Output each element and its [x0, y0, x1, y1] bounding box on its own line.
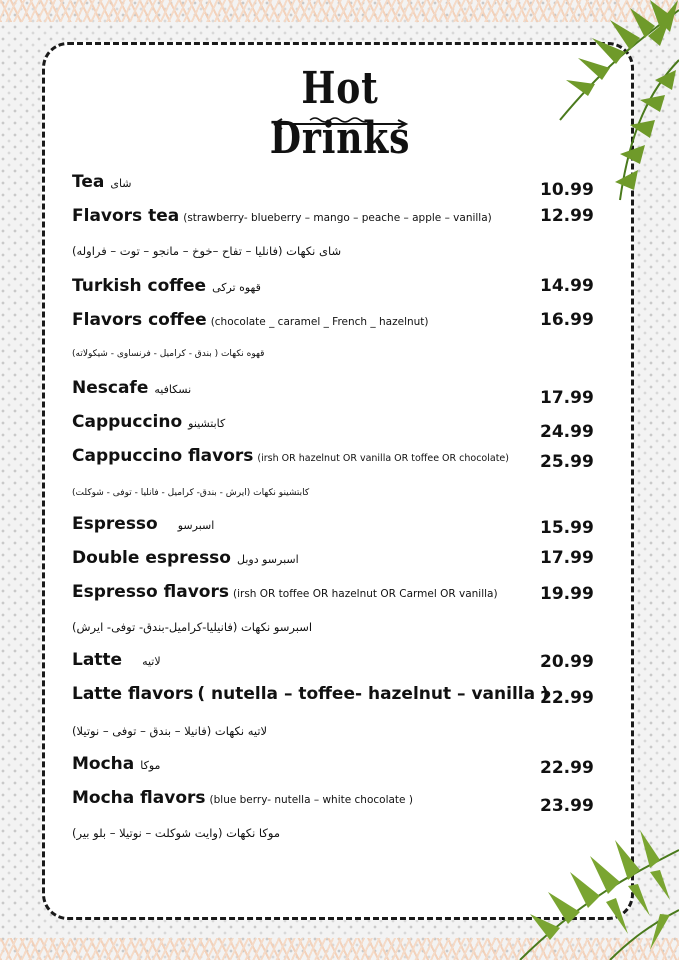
item-price: 10.99	[540, 180, 594, 200]
item-price: 22.99	[540, 688, 594, 708]
item-name: Turkish coffee	[72, 276, 207, 296]
item-description: (chocolate _ caramel _ French _ hazelnut)	[210, 316, 429, 328]
item-description: (irsh OR hazelnut OR vanilla OR toffee OR chocolate)	[257, 453, 509, 464]
item-name: Nescafe	[72, 378, 149, 398]
item-arabic-line: لاتيه نكهات (فانيلا – بندق – توفى – نوتيلا)	[72, 724, 268, 738]
menu-item	[72, 514, 592, 534]
item-arabic: قهوه تركى	[212, 281, 261, 294]
item-name: Latte	[72, 650, 123, 670]
item-arabic-line: موكا نكهات (وايت شوكلت – نوتيلا – بلو بير)	[72, 826, 281, 840]
item-name: Flavors coffee	[72, 310, 207, 330]
item-description: (strawberry- blueberry – mango – peache – apple – vanilla)	[183, 212, 492, 224]
menu-item	[72, 310, 592, 330]
item-price: 20.99	[540, 652, 594, 672]
item-description: (blue berry- nutella – white chocolate )	[209, 794, 413, 806]
menu-item	[72, 276, 592, 296]
menu-item	[72, 378, 592, 398]
item-name: Double espresso	[72, 548, 231, 568]
item-arabic-line: اسبرسو نكهات (فانيليا-كراميل-بندق- توفى- ايرش)	[72, 620, 313, 634]
page-title: Hot Drinks	[269, 63, 411, 164]
item-arabic: كابتشينو	[188, 417, 226, 430]
menu-item	[72, 548, 592, 568]
item-description: (irsh OR toffee OR hazelnut OR Carmel OR vanilla)	[232, 588, 498, 600]
item-price: 24.99	[540, 422, 594, 442]
item-name: Cappuccino flavors	[72, 446, 254, 466]
item-name: Espresso	[72, 514, 158, 534]
menu-item	[72, 754, 592, 774]
menu-item	[72, 684, 592, 704]
item-price: 25.99	[540, 452, 594, 472]
item-price: 16.99	[540, 310, 594, 330]
palm-leaf-bottom-right-icon	[510, 810, 679, 960]
item-arabic: شاى	[110, 177, 132, 190]
item-name: Flavors tea	[72, 206, 180, 226]
menu-item	[72, 788, 592, 808]
item-price: 15.99	[540, 518, 594, 538]
item-arabic: اسبرسو دوبل	[237, 553, 299, 566]
item-arabic: لاتيه	[142, 655, 161, 668]
item-name: Espresso flavors	[72, 582, 229, 602]
item-name: Mocha flavors	[72, 788, 206, 808]
item-arabic: نسكافيه	[154, 383, 192, 396]
item-name: Tea	[72, 172, 105, 192]
item-name: Mocha	[72, 754, 135, 774]
item-arabic-line: كابتشينو نكهات (ايرش - بندق- كراميل - فانليا - توفى - شوكلت)	[72, 488, 310, 498]
item-description: ( nutella – toffee- hazelnut – vanilla )	[197, 684, 549, 704]
menu-item	[72, 650, 592, 670]
item-price: 17.99	[540, 548, 594, 568]
item-arabic-line: قهوه نكهات ( بندق - كراميل - فرنساوى - شيكولاته)	[72, 349, 265, 359]
item-arabic: اسبرسو	[177, 519, 215, 532]
item-price: 17.99	[540, 388, 594, 408]
menu-item	[72, 412, 592, 432]
item-arabic-line: شاى نكهات (فانليا – تفاح –خوخ – مانجو – توت – فراوله)	[72, 244, 342, 258]
item-price: 12.99	[540, 206, 594, 226]
menu-item	[72, 172, 592, 192]
arrow-ornament-icon	[270, 116, 410, 132]
menu-item	[72, 446, 592, 466]
menu-title	[230, 64, 450, 164]
item-price: 14.99	[540, 276, 594, 296]
item-name: Cappuccino	[72, 412, 183, 432]
item-price: 22.99	[540, 758, 594, 778]
menu-item	[72, 582, 592, 602]
item-price: 23.99	[540, 796, 594, 816]
item-arabic: موكا	[140, 759, 161, 772]
item-price: 19.99	[540, 584, 594, 604]
item-name: Latte flavors	[72, 684, 194, 704]
menu-item	[72, 206, 592, 226]
